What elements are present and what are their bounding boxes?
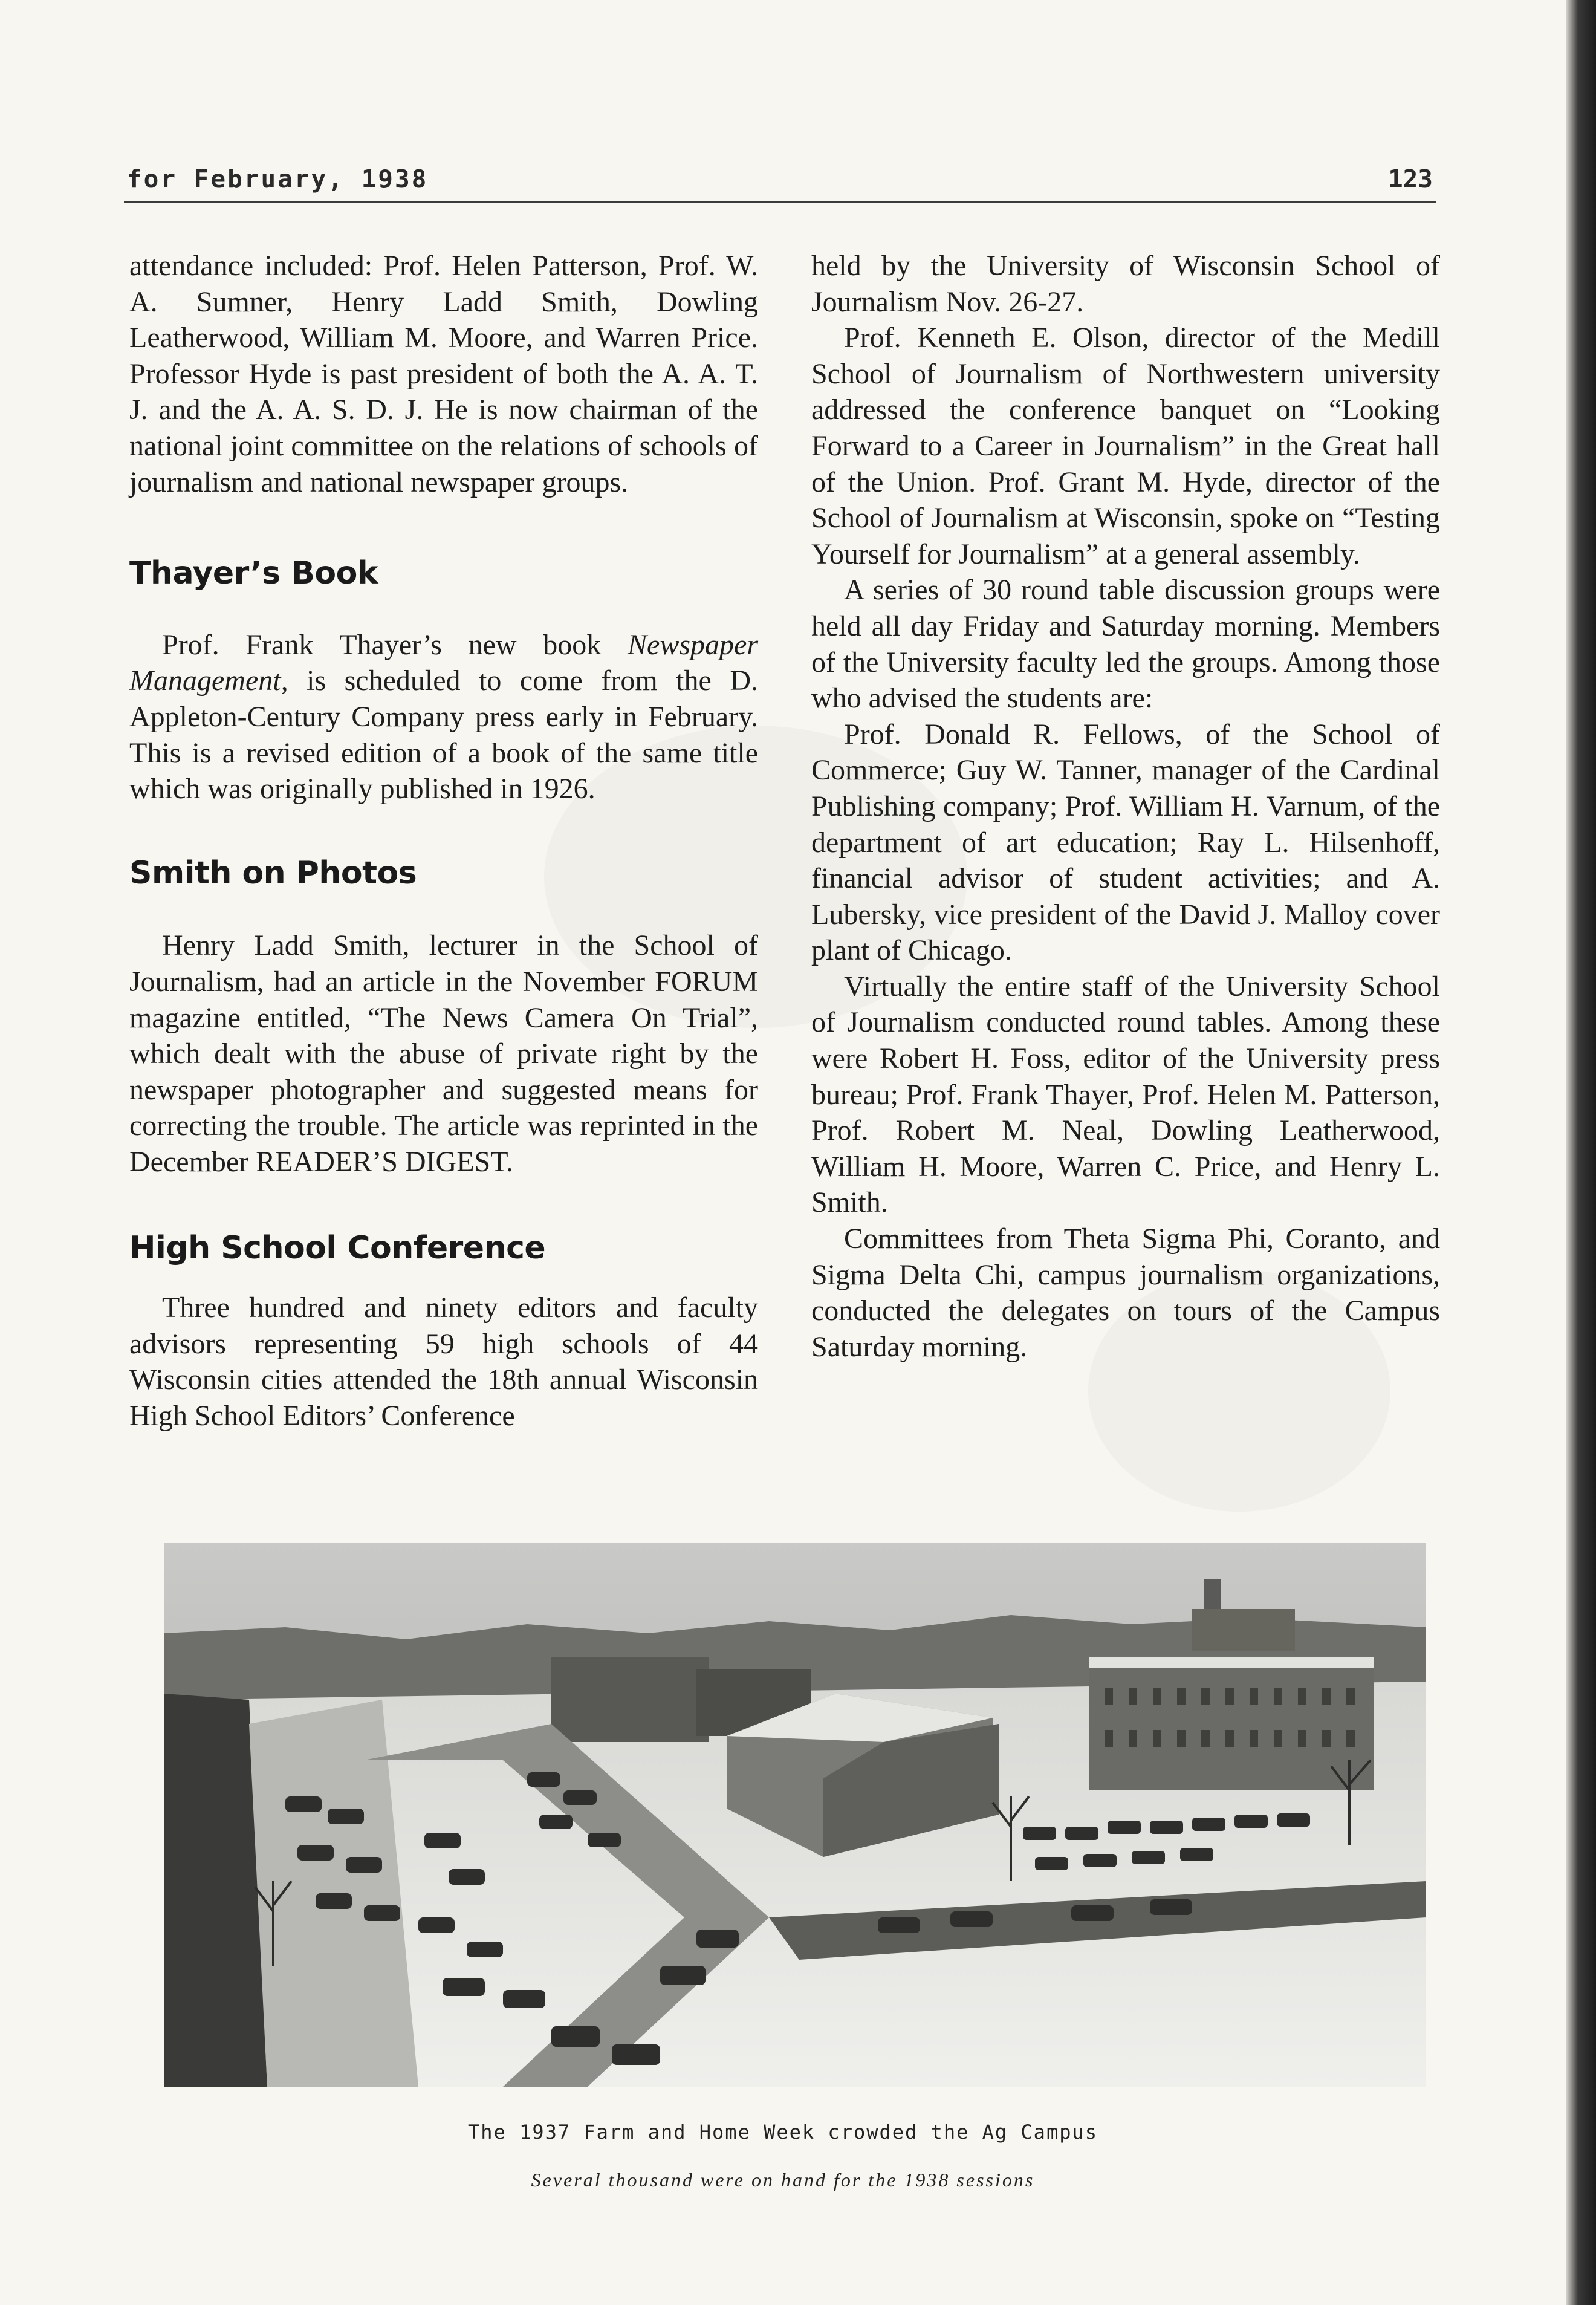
high-school-heading: High School Conference (129, 1230, 546, 1267)
book-title: Newspaper Management, (129, 628, 758, 697)
thayer-heading: Thayer’s Book (129, 555, 378, 592)
right-paragraph: Prof. Kenneth E. Olson, director of the Medill School of Journalism of Northwestern university addressed the conference banquet on “Looking Forward to a Career in Journalism” in the Great hall of the Union. Prof. Grant M. Hyde, director of the School of Journalism at Wisconsin, spoke on “Testing Yourself for Journalism” at a general assembly. (811, 322, 1440, 570)
right-paragraph: Committees from Theta Sigma Phi, Coranto, and Sigma Delta Chi, campus journalism organizations, conducted the delegates on tours of the Campus Saturday morning. (811, 1223, 1440, 1363)
campus-photo (164, 1543, 1426, 2087)
photo-caption: The 1937 Farm and Home Week crowded the Ag Campus (467, 2121, 1098, 2144)
smith-heading: Smith on Photos (129, 854, 417, 891)
photo-subcaption: Several thousand were on hand for the 1938 sessions (531, 2169, 1035, 2191)
high-school-paragraph: Three hundred and ninety editors and faculty advisors representing 59 high schools of 44 Wisconsin cities attended the 18th annual Wisconsin High School Editors’ Conference (129, 1292, 758, 1432)
running-title: for February, 1938 (127, 164, 429, 193)
right-paragraph: held by the University of Wisconsin School of Journalism Nov. 26-27. (811, 250, 1440, 318)
right-paragraph: Prof. Donald R. Fellows, of the School of Commerce; Guy W. Tanner, manager of the Cardinal Publishing company; Prof. William H. Varnum, of the department of art education; Ray L. Hilsenhoff, financial advisor of student activities; and A. Lubersky, vice president of the David J. Malloy cover plant of Chicago. (811, 718, 1440, 967)
page-number: 123 (1387, 164, 1433, 193)
thayer-paragraph: Prof. Frank Thayer’s new book Newspaper Management, is scheduled to come from the D. Appleton-Century Company press early in February. This is a revised edition of a book of the same title which was originally published in 1926. (129, 628, 758, 805)
scan-edge (1566, 0, 1596, 2305)
campus-photo-illustration (164, 1543, 1426, 2087)
right-paragraph: A series of 30 round table discussion groups were held all day Friday and Saturday morning. Members of the University faculty led the groups. Among those who advised the students are: (811, 574, 1440, 715)
running-head (127, 150, 1433, 198)
header-rule (124, 201, 1436, 203)
smith-paragraph: Henry Ladd Smith, lecturer in the School of Journalism, had an article in the November FORUM magazine entitled, “The News Camera On Trial”, which dealt with the abuse of private right by the newspaper photographer and suggested means for correcting the trouble. The article was reprinted in the December READER’S DIGEST. (129, 929, 758, 1178)
intro-paragraph: attendance included: Prof. Helen Patterson, Prof. W. A. Sumner, Henry Ladd Smith, Dowling Leatherwood, William M. Moore, and Warren Price. Professor Hyde is past president of both the A. A. T. J. and the A. A. S. D. J. He is now chairman of the national joint committee on the relations of schools of journalism and national newspaper groups. (129, 250, 758, 498)
right-column (811, 248, 1440, 1365)
left-column (129, 248, 758, 1434)
right-paragraph: Virtually the entire staff of the University School of Journalism conducted round tables. Among these were Robert H. Foss, editor of the University press bureau; Prof. Frank Thayer, Prof. Helen M. Patterson, Prof. Robert M. Neal, Dowling Leatherwood, William H. Moore, Warren C. Price, and Henry L. Smith. (811, 970, 1440, 1219)
